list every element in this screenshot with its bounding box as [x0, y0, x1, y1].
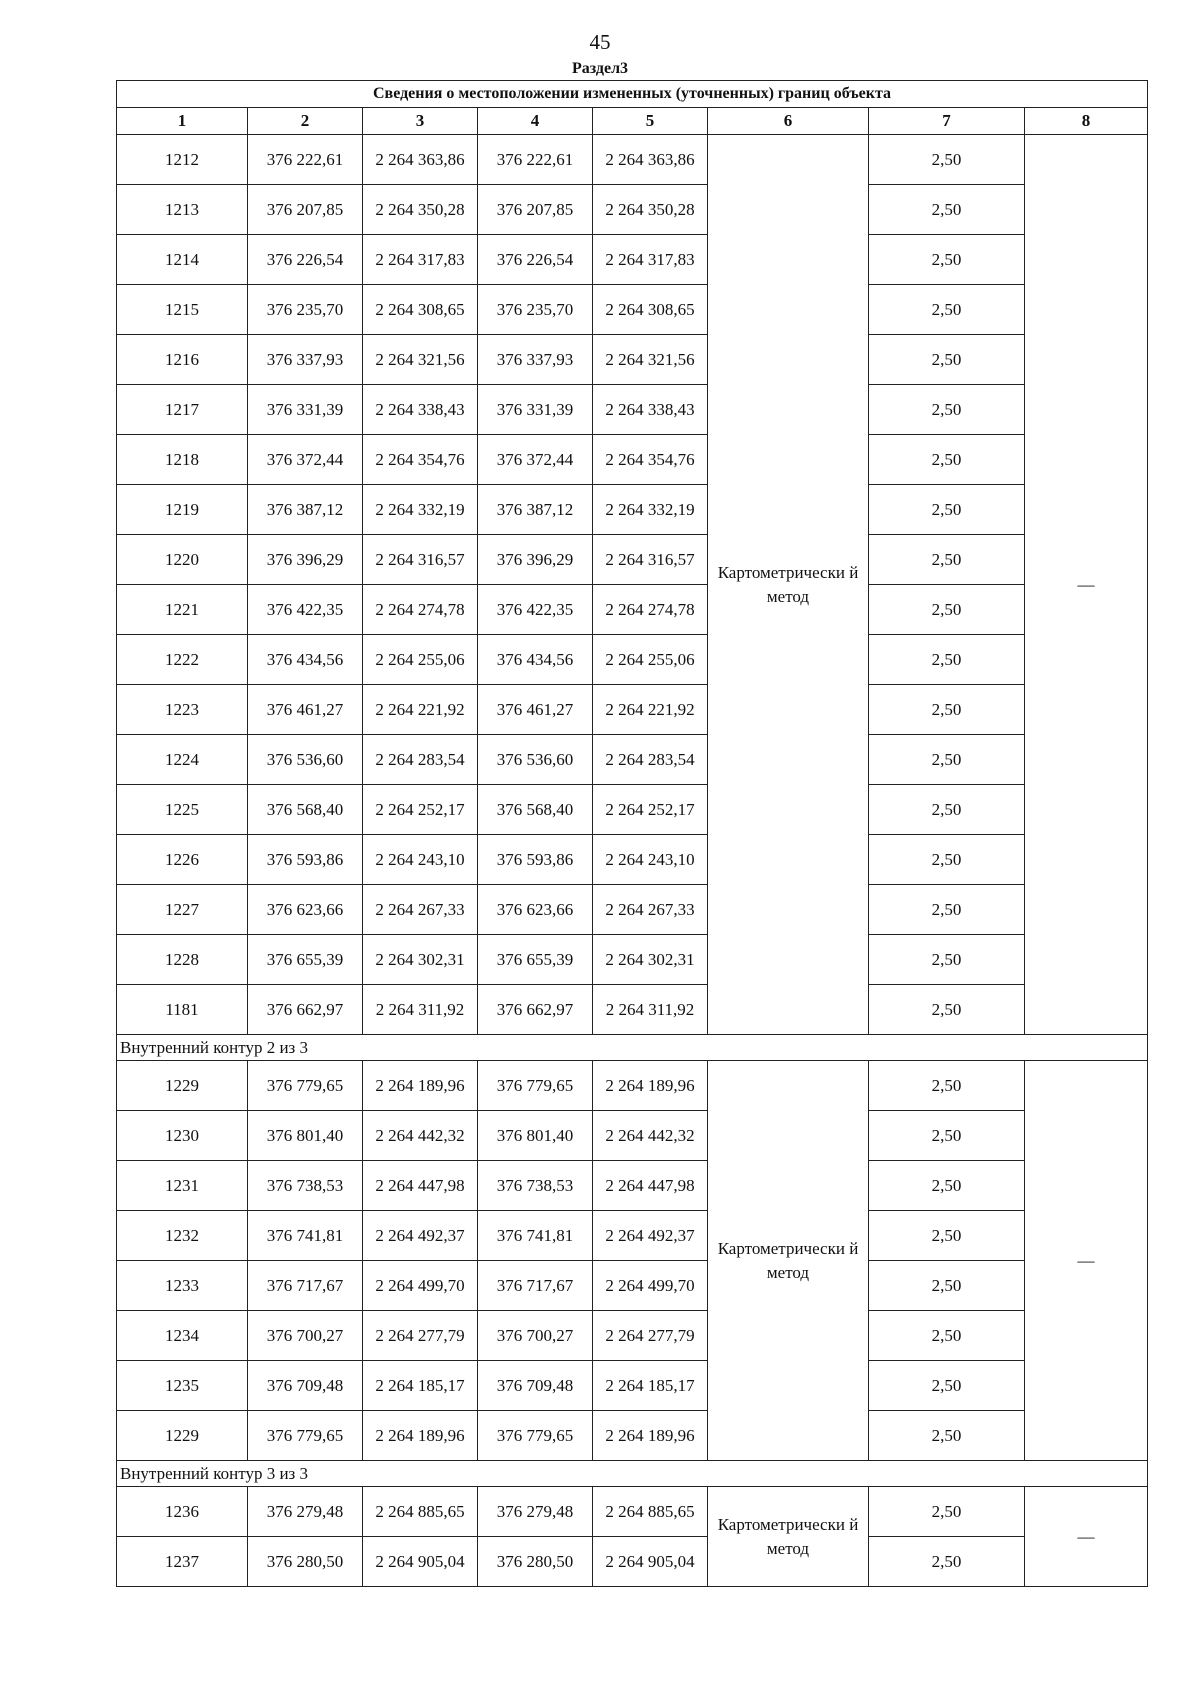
table-row — [117, 1061, 1148, 1111]
table-row — [117, 985, 1148, 1035]
x-new-cell: 376 709,48 — [478, 1361, 593, 1411]
x-existing-cell: 376 655,39 — [248, 935, 363, 985]
precision-cell: 2,50 — [869, 385, 1025, 435]
precision-cell: 2,50 — [869, 135, 1025, 185]
point-number-cell: 1233 — [117, 1261, 248, 1311]
point-number-cell: 1236 — [117, 1487, 248, 1537]
precision-cell: 2,50 — [869, 885, 1025, 935]
y-new-cell: 2 264 316,57 — [593, 535, 708, 585]
x-existing-cell: 376 279,48 — [248, 1487, 363, 1537]
method-cell: Картометрически й метод — [708, 1487, 869, 1587]
x-existing-cell: 376 226,54 — [248, 235, 363, 285]
point-number-cell: 1226 — [117, 835, 248, 885]
y-existing-cell: 2 264 308,65 — [363, 285, 478, 335]
point-number-cell: 1229 — [117, 1061, 248, 1111]
y-existing-cell: 2 264 267,33 — [363, 885, 478, 935]
x-new-cell: 376 623,66 — [478, 885, 593, 935]
column-8-cell: — — [1025, 1061, 1148, 1461]
y-new-cell: 2 264 267,33 — [593, 885, 708, 935]
x-existing-cell: 376 372,44 — [248, 435, 363, 485]
y-new-cell: 2 264 283,54 — [593, 735, 708, 785]
y-existing-cell: 2 264 499,70 — [363, 1261, 478, 1311]
y-new-cell: 2 264 311,92 — [593, 985, 708, 1035]
x-existing-cell: 376 779,65 — [248, 1411, 363, 1461]
boundary-coordinates-table — [116, 80, 1148, 1587]
point-number-cell: 1225 — [117, 785, 248, 835]
column-number: 6 — [708, 108, 869, 135]
x-existing-cell: 376 700,27 — [248, 1311, 363, 1361]
y-new-cell: 2 264 274,78 — [593, 585, 708, 635]
point-number-cell: 1213 — [117, 185, 248, 235]
table-body — [117, 135, 1148, 1587]
y-new-cell: 2 264 302,31 — [593, 935, 708, 985]
x-existing-cell: 376 235,70 — [248, 285, 363, 335]
precision-cell: 2,50 — [869, 785, 1025, 835]
y-new-cell: 2 264 447,98 — [593, 1161, 708, 1211]
x-existing-cell: 376 801,40 — [248, 1111, 363, 1161]
table-row — [117, 1161, 1148, 1211]
column-number: 4 — [478, 108, 593, 135]
y-existing-cell: 2 264 185,17 — [363, 1361, 478, 1411]
table-row — [117, 835, 1148, 885]
precision-cell: 2,50 — [869, 1111, 1025, 1161]
y-new-cell: 2 264 221,92 — [593, 685, 708, 735]
point-number-cell: 1220 — [117, 535, 248, 585]
table-row — [117, 1111, 1148, 1161]
y-new-cell: 2 264 350,28 — [593, 185, 708, 235]
x-new-cell: 376 226,54 — [478, 235, 593, 285]
y-existing-cell: 2 264 447,98 — [363, 1161, 478, 1211]
table-row — [117, 685, 1148, 735]
x-new-cell: 376 279,48 — [478, 1487, 593, 1537]
section-title: Раздел3 — [571, 60, 629, 77]
x-existing-cell: 376 593,86 — [248, 835, 363, 885]
page-number: 45 — [589, 30, 611, 54]
x-new-cell: 376 536,60 — [478, 735, 593, 785]
precision-cell: 2,50 — [869, 335, 1025, 385]
point-number-cell: 1181 — [117, 985, 248, 1035]
column-number-row — [117, 108, 1148, 135]
x-new-cell: 376 717,67 — [478, 1261, 593, 1311]
column-number: 5 — [593, 108, 708, 135]
x-existing-cell: 376 779,65 — [248, 1061, 363, 1111]
point-number-cell: 1224 — [117, 735, 248, 785]
y-existing-cell: 2 264 321,56 — [363, 335, 478, 385]
x-existing-cell: 376 207,85 — [248, 185, 363, 235]
table-caption: Сведения о местоположении измененных (уточненных) границ объекта — [117, 81, 1148, 108]
point-number-cell: 1216 — [117, 335, 248, 385]
y-existing-cell: 2 264 338,43 — [363, 385, 478, 435]
x-existing-cell: 376 709,48 — [248, 1361, 363, 1411]
table-row — [117, 785, 1148, 835]
method-cell: Картометрически й метод — [708, 135, 869, 1035]
x-new-cell: 376 222,61 — [478, 135, 593, 185]
point-number-cell: 1215 — [117, 285, 248, 335]
x-existing-cell: 376 568,40 — [248, 785, 363, 835]
y-existing-cell: 2 264 316,57 — [363, 535, 478, 585]
table-row — [117, 735, 1148, 785]
precision-cell: 2,50 — [869, 835, 1025, 885]
point-number-cell: 1227 — [117, 885, 248, 935]
precision-cell: 2,50 — [869, 935, 1025, 985]
precision-cell: 2,50 — [869, 685, 1025, 735]
y-new-cell: 2 264 277,79 — [593, 1311, 708, 1361]
x-new-cell: 376 235,70 — [478, 285, 593, 335]
y-existing-cell: 2 264 363,86 — [363, 135, 478, 185]
x-new-cell: 376 372,44 — [478, 435, 593, 485]
table-row — [117, 1311, 1148, 1361]
x-new-cell: 376 422,35 — [478, 585, 593, 635]
y-new-cell: 2 264 354,76 — [593, 435, 708, 485]
precision-cell: 2,50 — [869, 185, 1025, 235]
x-new-cell: 376 700,27 — [478, 1311, 593, 1361]
y-existing-cell: 2 264 283,54 — [363, 735, 478, 785]
y-existing-cell: 2 264 332,19 — [363, 485, 478, 535]
x-existing-cell: 376 662,97 — [248, 985, 363, 1035]
x-new-cell: 376 396,29 — [478, 535, 593, 585]
column-number: 3 — [363, 108, 478, 135]
table-row — [117, 185, 1148, 235]
x-new-cell: 376 779,65 — [478, 1061, 593, 1111]
precision-cell: 2,50 — [869, 1161, 1025, 1211]
contour-heading: Внутренний контур 3 из 3 — [117, 1461, 1148, 1487]
x-new-cell: 376 387,12 — [478, 485, 593, 535]
y-existing-cell: 2 264 221,92 — [363, 685, 478, 735]
x-new-cell: 376 207,85 — [478, 185, 593, 235]
y-existing-cell: 2 264 492,37 — [363, 1211, 478, 1261]
x-existing-cell: 376 387,12 — [248, 485, 363, 535]
point-number-cell: 1222 — [117, 635, 248, 685]
y-existing-cell: 2 264 274,78 — [363, 585, 478, 635]
point-number-cell: 1234 — [117, 1311, 248, 1361]
table-row — [117, 885, 1148, 935]
x-existing-cell: 376 222,61 — [248, 135, 363, 185]
table-row — [117, 385, 1148, 435]
point-number-cell: 1214 — [117, 235, 248, 285]
precision-cell: 2,50 — [869, 735, 1025, 785]
y-new-cell: 2 264 363,86 — [593, 135, 708, 185]
y-new-cell: 2 264 308,65 — [593, 285, 708, 335]
point-number-cell: 1221 — [117, 585, 248, 635]
y-existing-cell: 2 264 302,31 — [363, 935, 478, 985]
y-existing-cell: 2 264 189,96 — [363, 1411, 478, 1461]
y-new-cell: 2 264 885,65 — [593, 1487, 708, 1537]
point-number-cell: 1223 — [117, 685, 248, 735]
y-existing-cell: 2 264 317,83 — [363, 235, 478, 285]
y-existing-cell: 2 264 277,79 — [363, 1311, 478, 1361]
table-row — [117, 1487, 1148, 1537]
point-number-cell: 1219 — [117, 485, 248, 535]
y-new-cell: 2 264 243,10 — [593, 835, 708, 885]
table-row — [117, 285, 1148, 335]
y-new-cell: 2 264 252,17 — [593, 785, 708, 835]
column-number: 2 — [248, 108, 363, 135]
y-new-cell: 2 264 321,56 — [593, 335, 708, 385]
x-new-cell: 376 801,40 — [478, 1111, 593, 1161]
precision-cell: 2,50 — [869, 285, 1025, 335]
x-existing-cell: 376 280,50 — [248, 1537, 363, 1587]
column-number: 8 — [1025, 108, 1148, 135]
y-existing-cell: 2 264 252,17 — [363, 785, 478, 835]
table-row — [117, 585, 1148, 635]
table-row — [117, 435, 1148, 485]
precision-cell: 2,50 — [869, 585, 1025, 635]
y-new-cell: 2 264 905,04 — [593, 1537, 708, 1587]
precision-cell: 2,50 — [869, 1261, 1025, 1311]
x-existing-cell: 376 741,81 — [248, 1211, 363, 1261]
point-number-cell: 1229 — [117, 1411, 248, 1461]
table-row — [117, 1537, 1148, 1587]
x-new-cell: 376 331,39 — [478, 385, 593, 435]
precision-cell: 2,50 — [869, 535, 1025, 585]
x-existing-cell: 376 337,93 — [248, 335, 363, 385]
x-existing-cell: 376 738,53 — [248, 1161, 363, 1211]
precision-cell: 2,50 — [869, 1311, 1025, 1361]
precision-cell: 2,50 — [869, 1487, 1025, 1537]
table-row — [117, 335, 1148, 385]
y-new-cell: 2 264 185,17 — [593, 1361, 708, 1411]
y-new-cell: 2 264 442,32 — [593, 1111, 708, 1161]
contour-heading: Внутренний контур 2 из 3 — [117, 1035, 1148, 1061]
precision-cell: 2,50 — [869, 435, 1025, 485]
x-new-cell: 376 461,27 — [478, 685, 593, 735]
column-number: 1 — [117, 108, 248, 135]
y-new-cell: 2 264 189,96 — [593, 1411, 708, 1461]
precision-cell: 2,50 — [869, 235, 1025, 285]
x-existing-cell: 376 434,56 — [248, 635, 363, 685]
point-number-cell: 1235 — [117, 1361, 248, 1411]
point-number-cell: 1237 — [117, 1537, 248, 1587]
table-row — [117, 935, 1148, 985]
x-existing-cell: 376 536,60 — [248, 735, 363, 785]
column-number: 7 — [869, 108, 1025, 135]
contour-heading-row — [117, 1035, 1148, 1061]
point-number-cell: 1217 — [117, 385, 248, 435]
precision-cell: 2,50 — [869, 985, 1025, 1035]
x-existing-cell: 376 422,35 — [248, 585, 363, 635]
y-existing-cell: 2 264 442,32 — [363, 1111, 478, 1161]
contour-heading-row — [117, 1461, 1148, 1487]
x-new-cell: 376 662,97 — [478, 985, 593, 1035]
x-new-cell: 376 434,56 — [478, 635, 593, 685]
y-existing-cell: 2 264 243,10 — [363, 835, 478, 885]
point-number-cell: 1232 — [117, 1211, 248, 1261]
y-new-cell: 2 264 189,96 — [593, 1061, 708, 1111]
table-row — [117, 1411, 1148, 1461]
y-existing-cell: 2 264 255,06 — [363, 635, 478, 685]
point-number-cell: 1228 — [117, 935, 248, 985]
y-new-cell: 2 264 317,83 — [593, 235, 708, 285]
table-row — [117, 1261, 1148, 1311]
y-existing-cell: 2 264 189,96 — [363, 1061, 478, 1111]
method-cell: Картометрически й метод — [708, 1061, 869, 1461]
point-number-cell: 1218 — [117, 435, 248, 485]
x-existing-cell: 376 461,27 — [248, 685, 363, 735]
table-row — [117, 135, 1148, 185]
x-existing-cell: 376 396,29 — [248, 535, 363, 585]
column-8-cell: — — [1025, 135, 1148, 1035]
column-8-cell: — — [1025, 1487, 1148, 1587]
y-new-cell: 2 264 492,37 — [593, 1211, 708, 1261]
table-row — [117, 485, 1148, 535]
y-existing-cell: 2 264 350,28 — [363, 185, 478, 235]
x-new-cell: 376 280,50 — [478, 1537, 593, 1587]
x-new-cell: 376 568,40 — [478, 785, 593, 835]
y-new-cell: 2 264 499,70 — [593, 1261, 708, 1311]
table-row — [117, 635, 1148, 685]
x-new-cell: 376 337,93 — [478, 335, 593, 385]
point-number-cell: 1212 — [117, 135, 248, 185]
x-existing-cell: 376 623,66 — [248, 885, 363, 935]
table-row — [117, 1211, 1148, 1261]
y-existing-cell: 2 264 354,76 — [363, 435, 478, 485]
x-new-cell: 376 738,53 — [478, 1161, 593, 1211]
x-existing-cell: 376 717,67 — [248, 1261, 363, 1311]
x-new-cell: 376 593,86 — [478, 835, 593, 885]
x-existing-cell: 376 331,39 — [248, 385, 363, 435]
y-existing-cell: 2 264 311,92 — [363, 985, 478, 1035]
precision-cell: 2,50 — [869, 485, 1025, 535]
x-new-cell: 376 741,81 — [478, 1211, 593, 1261]
table-row — [117, 1361, 1148, 1411]
y-new-cell: 2 264 332,19 — [593, 485, 708, 535]
precision-cell: 2,50 — [869, 1211, 1025, 1261]
precision-cell: 2,50 — [869, 1361, 1025, 1411]
y-existing-cell: 2 264 905,04 — [363, 1537, 478, 1587]
point-number-cell: 1230 — [117, 1111, 248, 1161]
point-number-cell: 1231 — [117, 1161, 248, 1211]
table-row — [117, 535, 1148, 585]
precision-cell: 2,50 — [869, 1537, 1025, 1587]
precision-cell: 2,50 — [869, 1061, 1025, 1111]
table-row — [117, 235, 1148, 285]
x-new-cell: 376 779,65 — [478, 1411, 593, 1461]
y-existing-cell: 2 264 885,65 — [363, 1487, 478, 1537]
x-new-cell: 376 655,39 — [478, 935, 593, 985]
precision-cell: 2,50 — [869, 635, 1025, 685]
y-new-cell: 2 264 255,06 — [593, 635, 708, 685]
y-new-cell: 2 264 338,43 — [593, 385, 708, 435]
precision-cell: 2,50 — [869, 1411, 1025, 1461]
